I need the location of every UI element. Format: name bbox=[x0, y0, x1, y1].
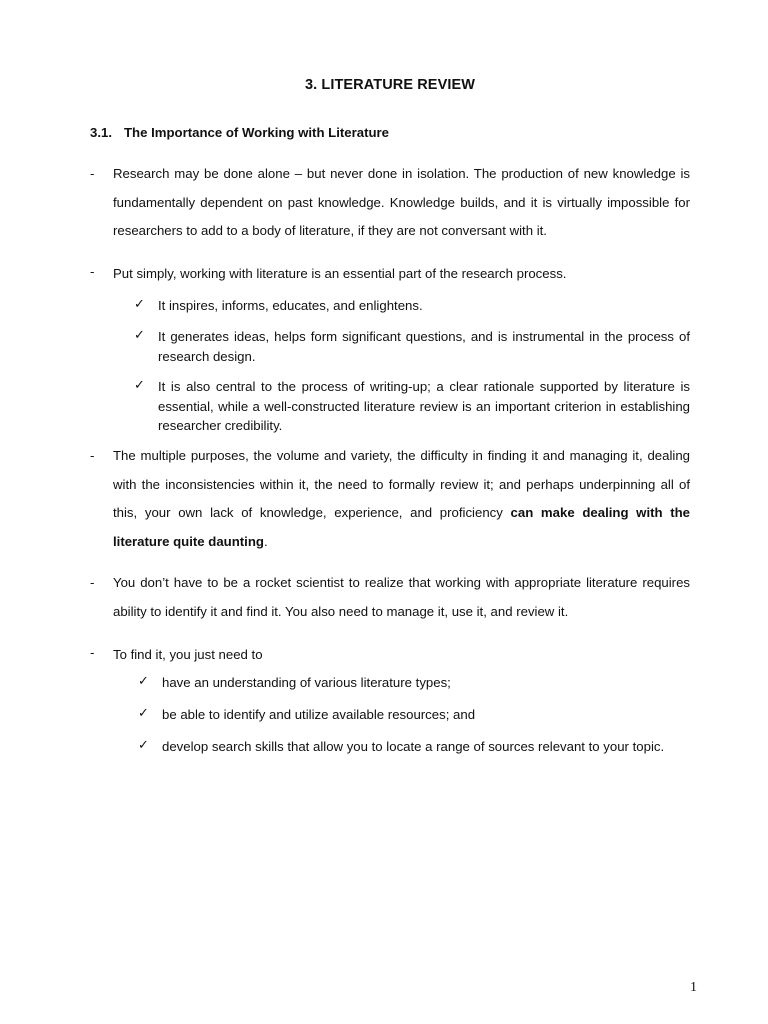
check-item bbox=[134, 377, 690, 436]
list-item bbox=[90, 160, 690, 246]
list-item bbox=[90, 264, 690, 283]
checkmark-icon: ✓ bbox=[138, 705, 149, 720]
check-item bbox=[134, 673, 690, 693]
check-item-text: It is also central to the process of writing-up; a clear rationale supported by literature is essential, while a well-constructed literature review is an important criterion in establishing researcher credibility. bbox=[158, 379, 690, 433]
check-item-text: be able to identify and utilize available resources; and bbox=[162, 707, 476, 722]
list-item bbox=[90, 442, 690, 557]
checkmark-icon: ✓ bbox=[134, 327, 145, 342]
paragraph-text-part: The multiple purposes, the volume and variety, the difficulty in finding it and managing it, dealing with the inconsistencies within it, the need to formally review it; and perhaps underpinning all of this, your own lack of knowledge, experience, and proficiency bbox=[113, 448, 690, 521]
check-item-text: have an understanding of various literature types; bbox=[162, 675, 451, 690]
check-item bbox=[134, 327, 690, 366]
page-title: 3. LITERATURE REVIEW bbox=[304, 77, 476, 93]
dash-bullet: - bbox=[90, 575, 95, 590]
check-item-text: It inspires, informs, educates, and enlightens. bbox=[158, 298, 423, 313]
section-number: 3.1. bbox=[90, 125, 112, 140]
paragraph-text: To find it, you just need to bbox=[113, 647, 263, 662]
paragraph-text: Put simply, working with literature is an essential part of the research process. bbox=[113, 266, 567, 281]
paragraph-text bbox=[113, 442, 690, 557]
list-item bbox=[90, 645, 690, 664]
check-item-text: It generates ideas, helps form significant questions, and is instrumental in the process of research design. bbox=[158, 329, 690, 364]
dash-bullet: - bbox=[90, 645, 95, 660]
list-item bbox=[90, 569, 690, 626]
bold-phrase: can make dealing with the literature quite daunting bbox=[113, 505, 691, 550]
page-number: 1 bbox=[690, 980, 697, 995]
checkmark-icon: ✓ bbox=[134, 377, 145, 392]
checkmark-icon: ✓ bbox=[138, 737, 149, 752]
checkmark-icon: ✓ bbox=[134, 296, 145, 311]
dash-bullet: - bbox=[90, 448, 95, 463]
section-title: The Importance of Working with Literature bbox=[124, 125, 389, 140]
check-item-text: develop search skills that allow you to locate a range of sources relevant to your topic. bbox=[162, 739, 665, 754]
dash-bullet: - bbox=[90, 166, 95, 181]
paragraph-text: You don’t have to be a rocket scientist to realize that working with appropriate literature requires ability to identify it and find it. You also need to manage it, use it, and review it. bbox=[113, 575, 690, 619]
paragraph-text: Research may be done alone – but never done in isolation. The production of new knowledge is fundamentally dependent on past knowledge. Knowledge builds, and it is virtually impossible for researchers to add to a body of literature, if they are not conversant with it. bbox=[113, 166, 690, 239]
dash-bullet: - bbox=[90, 264, 95, 279]
paragraph-end: . bbox=[263, 534, 268, 550]
checkmark-icon: ✓ bbox=[138, 673, 149, 688]
section-heading bbox=[90, 125, 389, 140]
check-item bbox=[134, 296, 690, 316]
check-item bbox=[134, 737, 690, 757]
check-item bbox=[134, 705, 690, 725]
